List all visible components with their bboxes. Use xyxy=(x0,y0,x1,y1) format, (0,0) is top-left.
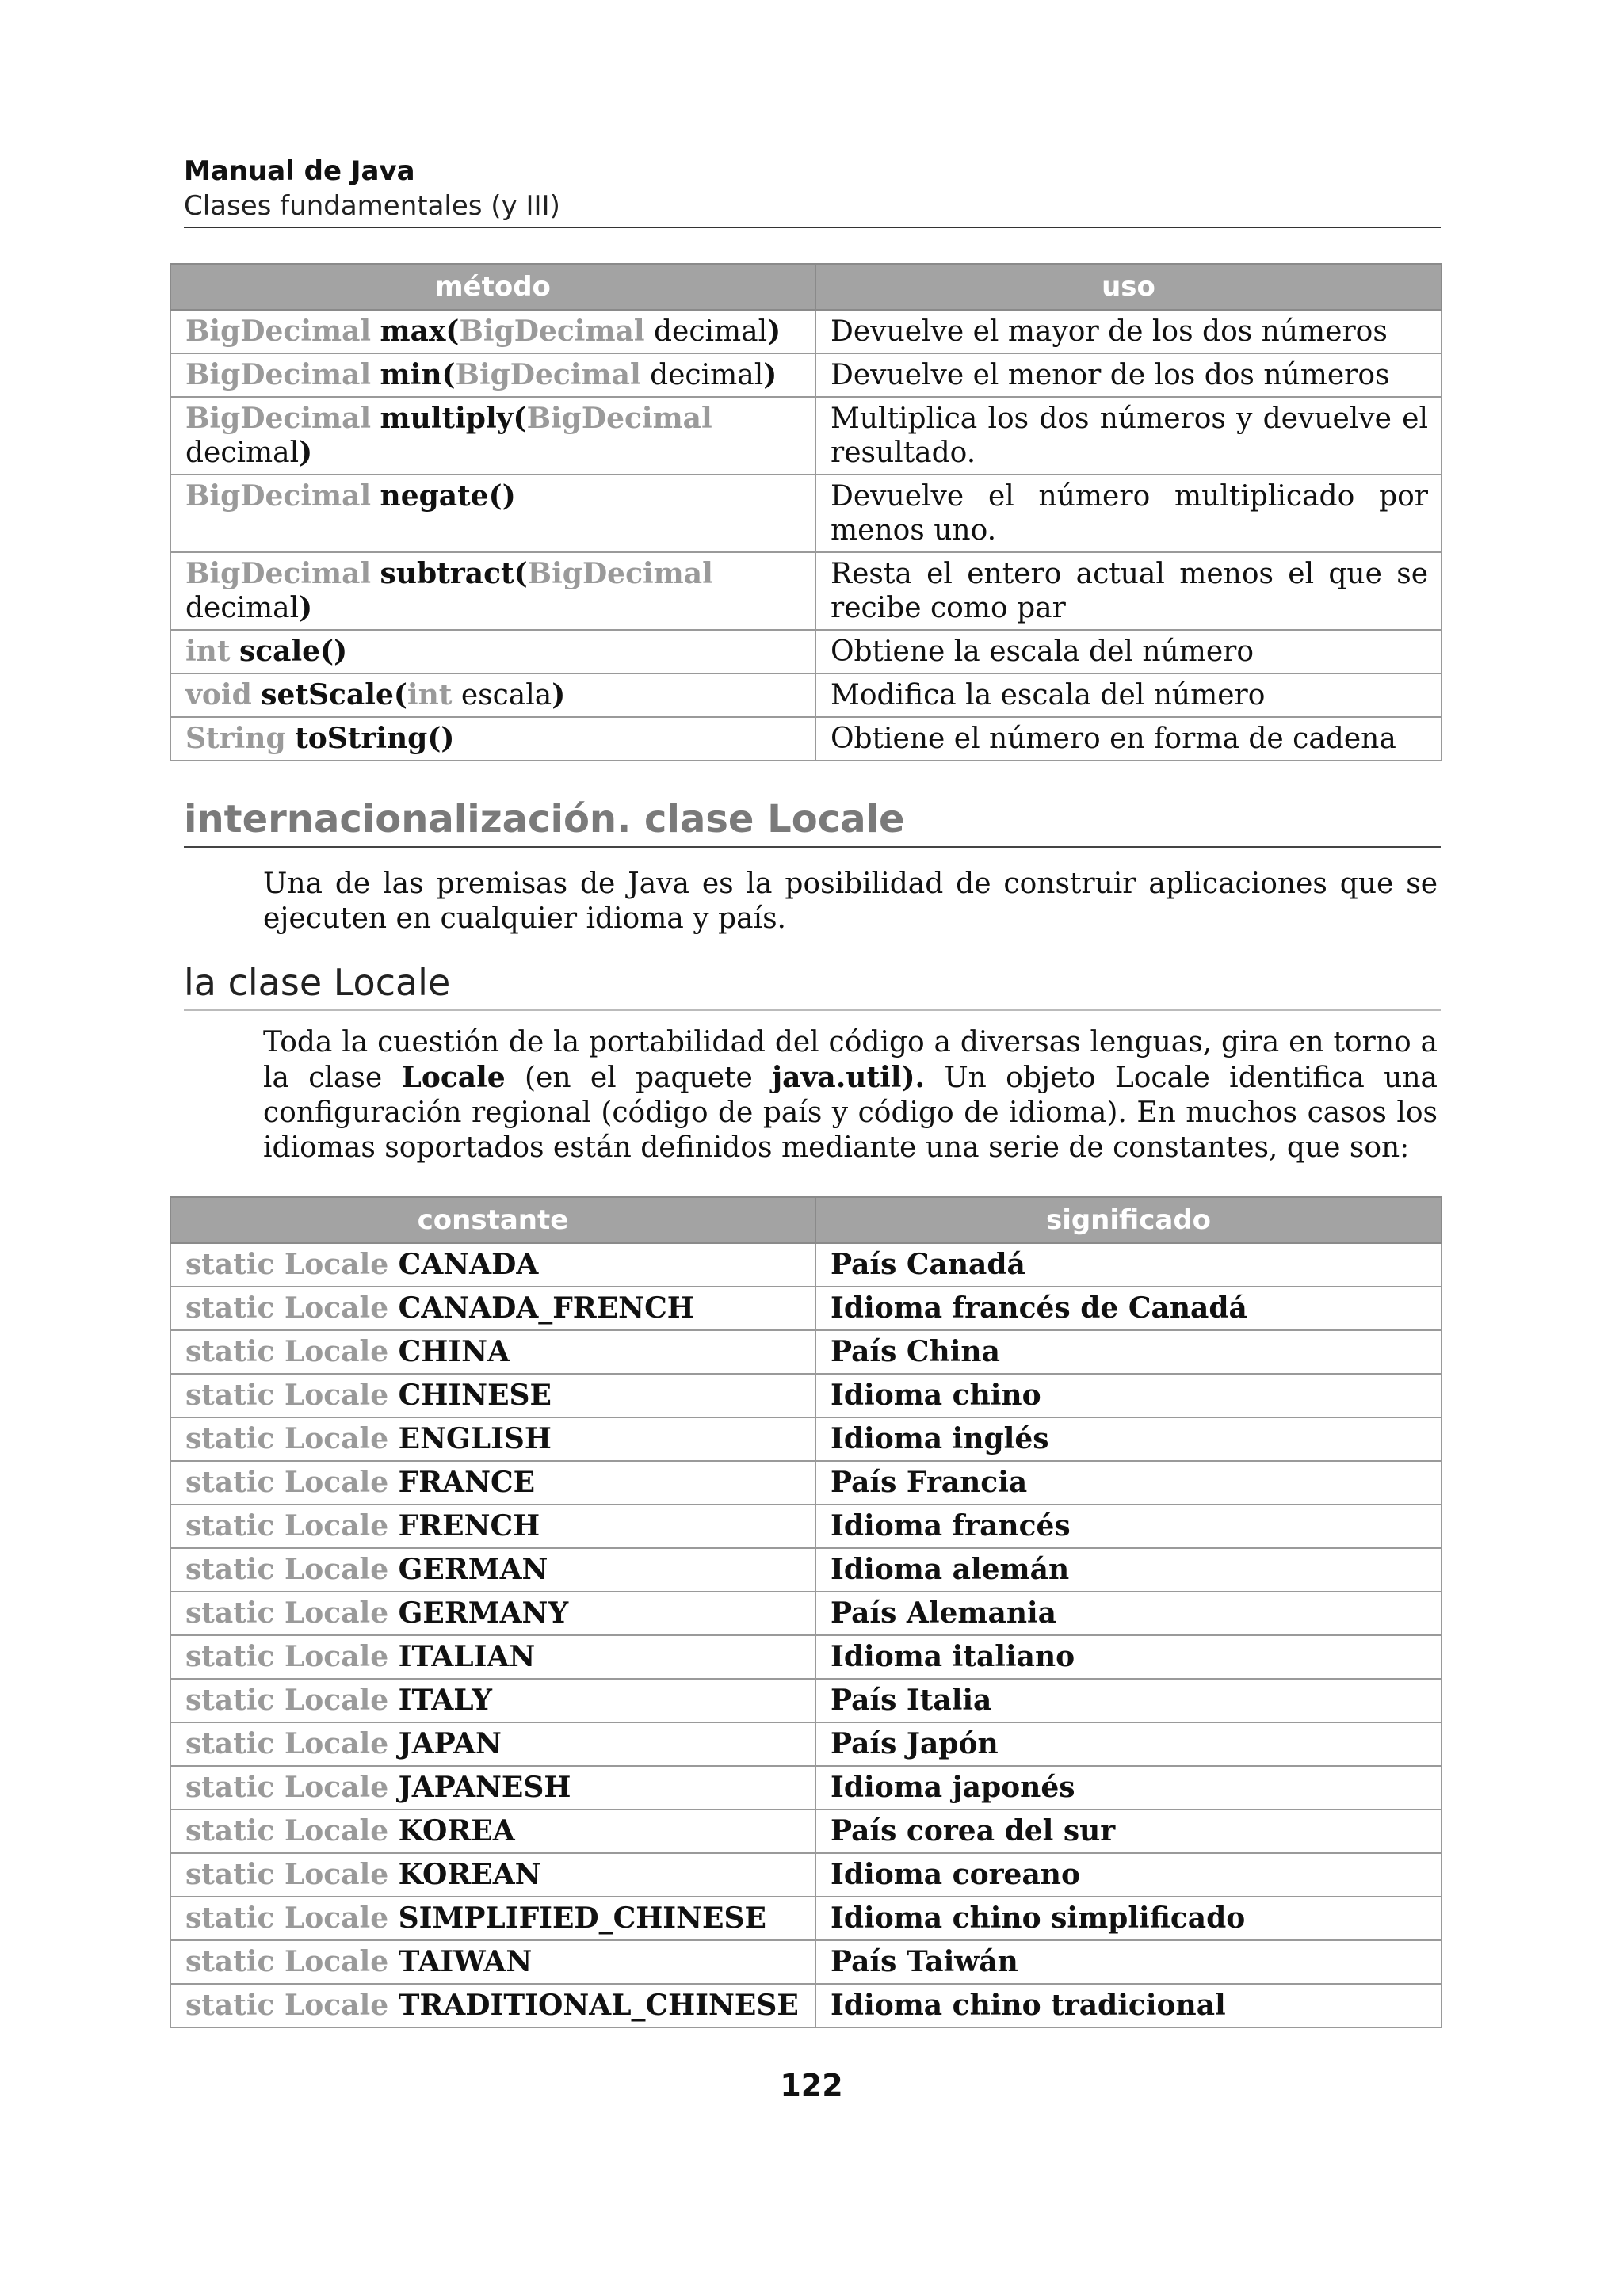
method-name: setScale( xyxy=(261,678,407,711)
return-type: BigDecimal xyxy=(185,402,372,435)
param-type: int xyxy=(407,678,453,711)
constant-meaning: Idioma chino tradicional xyxy=(815,1984,1442,2027)
constant-meaning: País Italia xyxy=(815,1679,1442,1722)
constant-cell xyxy=(170,1679,815,1722)
closing-paren: ) xyxy=(763,358,777,391)
constant-cell xyxy=(170,1810,815,1853)
constant-name: ITALIAN xyxy=(398,1640,536,1673)
running-header xyxy=(184,154,1441,223)
return-type: BigDecimal xyxy=(185,358,372,391)
table-row xyxy=(170,552,1442,630)
methods-table-header xyxy=(170,264,1442,310)
constant-meaning: Idioma italiano xyxy=(815,1635,1442,1679)
method-signature xyxy=(170,353,815,397)
table-row xyxy=(170,1417,1442,1461)
constant-name: GERMAN xyxy=(398,1553,548,1586)
constant-meaning: País Francia xyxy=(815,1461,1442,1505)
constant-prefix: static Locale xyxy=(185,1640,399,1673)
method-description: Devuelve el menor de los dos números xyxy=(815,353,1442,397)
constant-prefix: static Locale xyxy=(185,1553,399,1586)
table-row xyxy=(170,353,1442,397)
param-type: BigDecimal xyxy=(527,557,713,590)
param-type: BigDecimal xyxy=(459,315,645,348)
table-row xyxy=(170,1722,1442,1766)
constant-cell xyxy=(170,1940,815,1984)
method-name: multiply( xyxy=(380,402,527,435)
constant-name: TAIWAN xyxy=(398,1945,533,1978)
table-row xyxy=(170,310,1442,353)
closing-paren: ) xyxy=(299,591,313,624)
param-name: escala xyxy=(452,679,552,711)
constant-cell xyxy=(170,1374,815,1417)
method-signature xyxy=(170,717,815,761)
constant-meaning: Idioma coreano xyxy=(815,1853,1442,1897)
methods-table xyxy=(170,263,1442,761)
constant-meaning: Idioma alemán xyxy=(815,1548,1442,1592)
para-text-2: (en el paquete xyxy=(505,1062,773,1094)
book-title: Manual de Java xyxy=(184,155,415,187)
constant-cell xyxy=(170,1330,815,1374)
constant-name: JAPAN xyxy=(398,1727,502,1760)
constant-cell xyxy=(170,1766,815,1810)
constant-prefix: static Locale xyxy=(185,1335,399,1368)
method-signature xyxy=(170,673,815,717)
section-title: internacionalización. clase Locale xyxy=(184,794,1441,848)
constant-meaning: Idioma inglés xyxy=(815,1417,1442,1461)
table-row xyxy=(170,1853,1442,1897)
chapter-title: Clases fundamentales (y III) xyxy=(184,190,560,222)
closing-paren: ) xyxy=(767,315,781,348)
column-header-constante: constante xyxy=(170,1197,815,1243)
method-signature xyxy=(170,397,815,475)
constant-meaning: Idioma japonés xyxy=(815,1766,1442,1810)
method-description: Devuelve el mayor de los dos números xyxy=(815,310,1442,353)
table-row xyxy=(170,1984,1442,2027)
table-row xyxy=(170,397,1442,475)
constant-prefix: static Locale xyxy=(185,1596,399,1630)
constant-meaning: País China xyxy=(815,1330,1442,1374)
param-name: decimal xyxy=(640,359,764,391)
constant-name: SIMPLIFIED_CHINESE xyxy=(398,1901,766,1935)
constant-name: FRENCH xyxy=(398,1509,540,1543)
method-signature xyxy=(170,630,815,673)
constant-name: JAPANESH xyxy=(398,1771,571,1804)
constant-prefix: static Locale xyxy=(185,1901,399,1935)
page-number: 122 xyxy=(780,2068,843,2103)
constant-name: CHINA xyxy=(398,1335,510,1368)
param-type: BigDecimal xyxy=(455,358,641,391)
table-row xyxy=(170,1243,1442,1287)
constant-meaning: Idioma chino xyxy=(815,1374,1442,1417)
method-name: toString() xyxy=(295,722,455,755)
constant-prefix: static Locale xyxy=(185,1727,399,1760)
table-row xyxy=(170,1548,1442,1592)
constant-prefix: static Locale xyxy=(185,1684,399,1717)
method-name: subtract( xyxy=(380,557,528,590)
table-row xyxy=(170,1330,1442,1374)
method-description: Multiplica los dos números y devuelve el resultado. xyxy=(815,397,1442,475)
constant-name: CANADA xyxy=(398,1248,539,1281)
constant-name: KOREAN xyxy=(398,1858,541,1891)
para-bold-package: java.util). xyxy=(772,1061,926,1094)
constant-prefix: static Locale xyxy=(185,1945,399,1978)
method-signature xyxy=(170,310,815,353)
method-name: max( xyxy=(380,315,460,348)
constant-prefix: static Locale xyxy=(185,1379,399,1412)
constants-table xyxy=(170,1196,1442,2028)
subsection-title: la clase Locale xyxy=(184,957,1441,1011)
constant-name: CHINESE xyxy=(398,1379,552,1412)
closing-paren: ) xyxy=(552,678,566,711)
param-type: BigDecimal xyxy=(526,402,712,435)
method-signature xyxy=(170,552,815,630)
header-rule xyxy=(184,227,1441,228)
method-description: Obtiene el número en forma de cadena xyxy=(815,717,1442,761)
constants-table-header xyxy=(170,1197,1442,1243)
constant-prefix: static Locale xyxy=(185,1814,399,1848)
param-name: decimal xyxy=(644,315,768,348)
constant-meaning: País Alemania xyxy=(815,1592,1442,1635)
constant-cell xyxy=(170,1287,815,1330)
table-row xyxy=(170,1810,1442,1853)
constant-prefix: static Locale xyxy=(185,1248,399,1281)
method-name: min( xyxy=(380,358,456,391)
constant-cell xyxy=(170,1853,815,1897)
closing-paren: ) xyxy=(299,436,313,469)
table-row xyxy=(170,1461,1442,1505)
return-type: BigDecimal xyxy=(185,315,372,348)
constant-meaning: País corea del sur xyxy=(815,1810,1442,1853)
return-type: BigDecimal xyxy=(185,479,372,513)
method-name: negate() xyxy=(380,479,516,513)
constant-prefix: static Locale xyxy=(185,1509,399,1543)
constant-meaning: Idioma francés xyxy=(815,1505,1442,1548)
return-type: BigDecimal xyxy=(185,557,372,590)
section-intro: Una de las premisas de Java es la posibilidad de construir aplicaciones que se ejecuten en cualquier idioma y país. xyxy=(263,868,1438,935)
table-row xyxy=(170,1897,1442,1940)
constant-name: ENGLISH xyxy=(398,1422,552,1455)
return-type: void xyxy=(185,678,252,711)
para-text-1: Toda la cuestión de la portabilidad del código a diversas lenguas, gira en torno a la clase xyxy=(263,1026,1438,1094)
table-row xyxy=(170,1635,1442,1679)
constant-name: GERMANY xyxy=(398,1596,569,1630)
constant-cell xyxy=(170,1417,815,1461)
para-text-3: Un objeto Locale identifica una configuración regional (código de país y código de idioma). En muchos casos los idiomas soportados están definidos mediante una serie de constantes, que son: xyxy=(263,1062,1438,1164)
constant-name: FRANCE xyxy=(398,1466,536,1499)
constant-meaning: País Canadá xyxy=(815,1243,1442,1287)
method-description: Modifica la escala del número xyxy=(815,673,1442,717)
column-header-uso: uso xyxy=(815,264,1442,310)
method-description: Devuelve el número multiplicado por menos uno. xyxy=(815,475,1442,552)
constant-prefix: static Locale xyxy=(185,1858,399,1891)
constant-meaning: Idioma chino simplificado xyxy=(815,1897,1442,1940)
constant-cell xyxy=(170,1505,815,1548)
return-type: String xyxy=(185,722,286,755)
constant-cell xyxy=(170,1722,815,1766)
constant-cell xyxy=(170,1635,815,1679)
constant-prefix: static Locale xyxy=(185,1422,399,1455)
column-header-metodo: método xyxy=(170,264,815,310)
constant-meaning: Idioma francés de Canadá xyxy=(815,1287,1442,1330)
constant-meaning: País Japón xyxy=(815,1722,1442,1766)
constant-name: TRADITIONAL_CHINESE xyxy=(398,1989,799,2022)
table-row xyxy=(170,1766,1442,1810)
constant-name: CANADA_FRENCH xyxy=(398,1291,694,1325)
constant-name: KOREA xyxy=(398,1814,515,1848)
table-row xyxy=(170,475,1442,552)
para-bold-locale: Locale xyxy=(401,1061,506,1094)
param-name: decimal xyxy=(185,437,300,469)
constant-prefix: static Locale xyxy=(185,1989,399,2022)
method-description: Obtiene la escala del número xyxy=(815,630,1442,673)
table-row xyxy=(170,1592,1442,1635)
param-name: decimal xyxy=(185,592,300,624)
method-description: Resta el entero actual menos el que se recibe como par xyxy=(815,552,1442,630)
method-name: scale() xyxy=(239,635,348,668)
constant-name: ITALY xyxy=(398,1684,492,1717)
table-row xyxy=(170,673,1442,717)
constant-cell xyxy=(170,1243,815,1287)
constant-prefix: static Locale xyxy=(185,1771,399,1804)
constant-cell xyxy=(170,1592,815,1635)
table-row xyxy=(170,630,1442,673)
table-row xyxy=(170,717,1442,761)
table-row xyxy=(170,1940,1442,1984)
constant-cell xyxy=(170,1897,815,1940)
constant-cell xyxy=(170,1984,815,2027)
constant-cell xyxy=(170,1548,815,1592)
return-type: int xyxy=(185,635,231,668)
method-signature xyxy=(170,475,815,552)
constant-cell xyxy=(170,1461,815,1505)
subsection-paragraph xyxy=(263,1025,1438,1165)
table-row xyxy=(170,1679,1442,1722)
column-header-significado: significado xyxy=(815,1197,1442,1243)
table-row xyxy=(170,1505,1442,1548)
table-row xyxy=(170,1287,1442,1330)
constant-meaning: País Taiwán xyxy=(815,1940,1442,1984)
constant-prefix: static Locale xyxy=(185,1291,399,1325)
table-row xyxy=(170,1374,1442,1417)
constant-prefix: static Locale xyxy=(185,1466,399,1499)
